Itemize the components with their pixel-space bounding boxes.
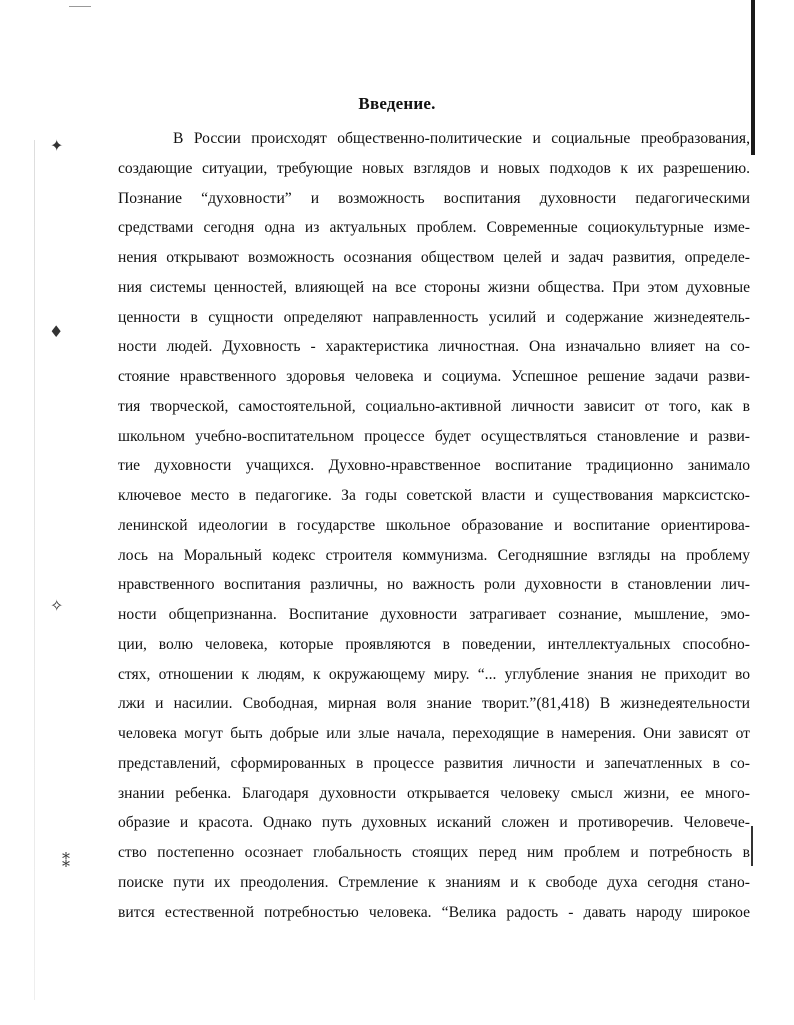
text-line: нения открывают возможность осознания обществом целей и задач развития, определе-	[118, 249, 750, 266]
text-line: ленинской идеологии в государстве школьное образование и воспитание ориентирова-	[118, 516, 750, 534]
text-line: вится естественной потребностью человека. “Велика радость - давать народу широкое	[118, 903, 750, 921]
text-line: В России происходят общественно-политические и социальные преобразования,	[173, 130, 750, 147]
margin-speck: ✦	[50, 136, 64, 155]
margin-speck: ✧	[50, 596, 64, 615]
scan-margin-line	[34, 140, 35, 1000]
text-line: знании ребенка. Благодаря духовности открывается человеку смысл жизни, ее много-	[118, 784, 750, 802]
document-body	[118, 124, 750, 927]
text-line: лжи и насилии. Свободная, мирная воля знание творит.”(81,418) В жизнедеятельности	[118, 695, 750, 713]
text-line: ключевое место в педагогике. За годы советской власти и существования марксистско-	[118, 487, 750, 504]
margin-speck: ♦	[49, 322, 64, 341]
text-line: тия творческой, самостоятельной, социально-активной личности зависит от того, как в	[118, 397, 750, 415]
text-line: школьном учебно-воспитательном процессе будет осуществляться становление и разви-	[118, 427, 750, 445]
text-line: лось на Моральный кодекс строителя коммунизма. Сегодняшние взгляды на проблему	[118, 546, 750, 564]
text-line: ния системы ценностей, влияющей на все стороны жизни общества. При этом духовные	[118, 278, 750, 296]
text-line: ции, волю человека, которые проявляются в поведении, интеллектуальных способно-	[118, 635, 750, 653]
text-line: Познание “духовности” и возможность воспитания духовности педагогическими	[118, 189, 750, 207]
text-line: поиске пути их преодоления. Стремление к знаниям и к свободе духа сегодня стано-	[118, 873, 750, 891]
text-line: стях, отношении к людям, к окружающему миру. “... углубление знания не приходит во	[118, 665, 750, 683]
text-line: средствами сегодня одна из актуальных проблем. Современные социокультурные изме-	[118, 219, 750, 237]
page-title: Введение.	[358, 94, 436, 113]
scan-artifact-top	[69, 6, 91, 7]
text-line: тие духовности учащихся. Духовно-нравственное воспитание традиционно занимало	[118, 457, 750, 475]
text-line: создающие ситуации, требующие новых взглядов и новых подходов к их разрешению.	[118, 159, 750, 177]
text-line: ство постепенно осознает глобальность стоящих перед ним проблем и потребность в	[118, 844, 750, 861]
text-line: человека могут быть добрые или злые начала, переходящие в намерения. Они зависят от	[118, 725, 750, 742]
text-line: ности общепризнанна. Воспитание духовности затрагивает сознание, мышление, эмо-	[118, 606, 750, 623]
text-line: нравственного воспитания различны, но важность роли духовности в становлении лич-	[118, 576, 750, 594]
text-line: представлений, сформированных в процессе развития личности и запечатленных в со-	[118, 754, 750, 772]
text-line: стояние нравственного здоровья человека и социума. Успешное решение задачи разви-	[118, 368, 750, 385]
scan-edge-bar-lower	[751, 826, 753, 866]
scan-edge-bar	[751, 0, 755, 155]
text-line: образие и красота. Однако путь духовных исканий сложен и противоречив. Человече-	[118, 814, 750, 832]
margin-speck: ⁑	[62, 852, 70, 871]
text-line: ности людей. Духовность - характеристика личностная. Она изначально влияет на со-	[118, 338, 750, 356]
text-line: ценности в сущности определяют направленность усилий и содержание жизнедеятель-	[118, 308, 750, 326]
